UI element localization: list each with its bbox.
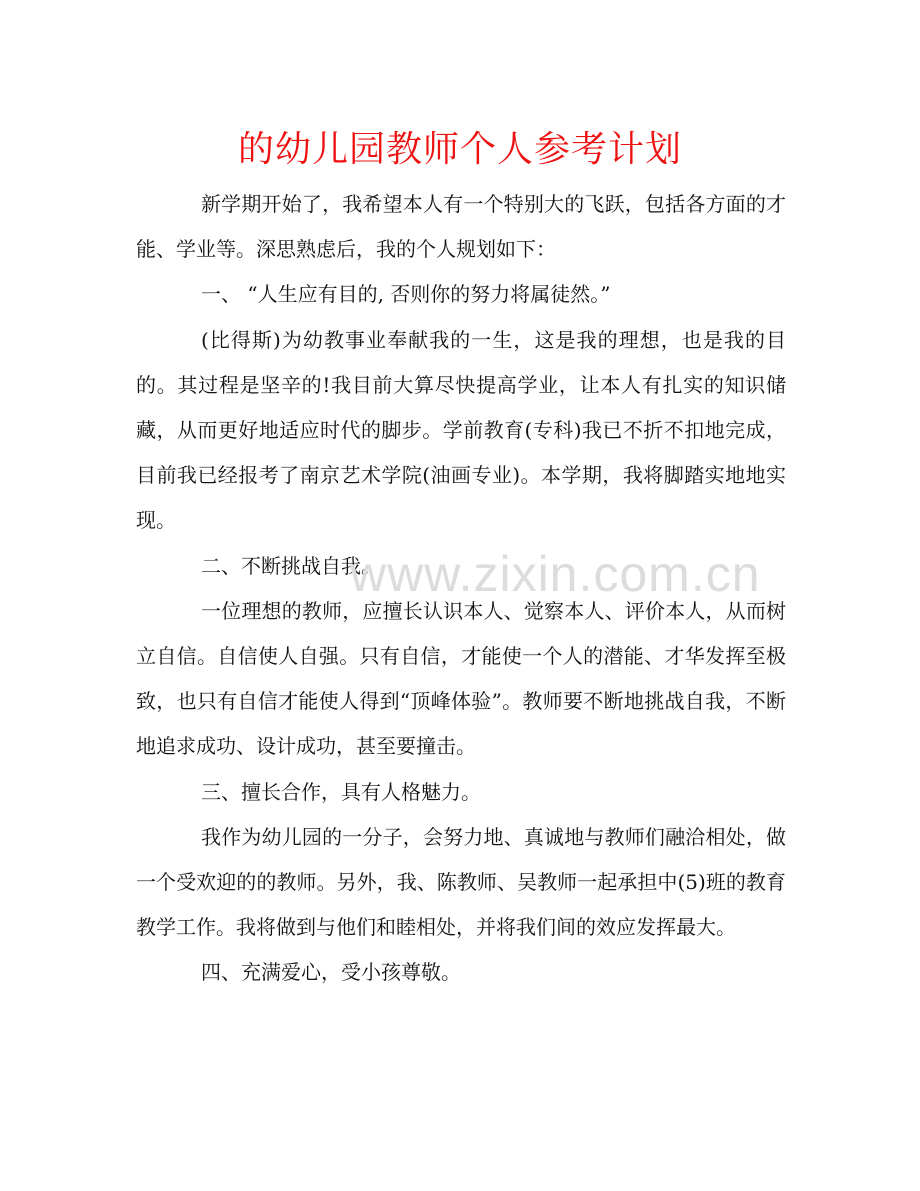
- heading-section-2: 二、不断挑战自我。: [201, 553, 381, 578]
- paragraph-section-1: (比得斯)为幼教事业奉献我的一生，这是我的理想，也是我的目的。其过程是坚辛的!我目前大算尽快提高学业，让本人有扎实的知识储藏，从而更好地适应时代的脚步。学前教育(专科)我已不折不扣地完成，目前我已经报考了南京艺术学院(油画专业)。本学期，我将脚踏实地地实现。: [136, 327, 786, 533]
- document-body: [136, 182, 786, 996]
- paragraph-section-3: 我作为幼儿园的一分子，会努力地、真诚地与教师们融洽相处，做一个受欢迎的的教师。另外，我、陈教师、吴教师一起承担中(5)班的教育教学工作。我将做到与他们和睦相处，并将我们间的效应发挥最大。: [136, 824, 786, 940]
- document-title: 的幼儿园教师个人参考计划: [237, 129, 682, 170]
- heading-section-1: 一、 “人生应有目的, 否则你的努力将属徒然。”: [201, 282, 611, 307]
- heading-section-4: 四、充满爱心，受小孩尊敬。: [201, 960, 461, 985]
- paragraph-section-2: 一位理想的教师，应擅长认识本人、觉察本人、评价本人，从而树立自信。自信使人自强。只有自信，才能使一个人的潜能、才华发挥至极致，也只有自信才能使人得到“顶峰体验”。教师要不断地挑战自我，不断地追求成功、设计成功，甚至要撞击。: [136, 598, 786, 759]
- heading-section-3: 三、擅长合作，具有人格魅力。: [201, 779, 481, 804]
- paragraph-intro: 新学期开始了，我希望本人有一个特别大的飞跃，包括各方面的才能、学业等。深思熟虑后，我的个人规划如下：: [136, 192, 786, 262]
- watermark: www.zixin.com.cn: [350, 546, 761, 602]
